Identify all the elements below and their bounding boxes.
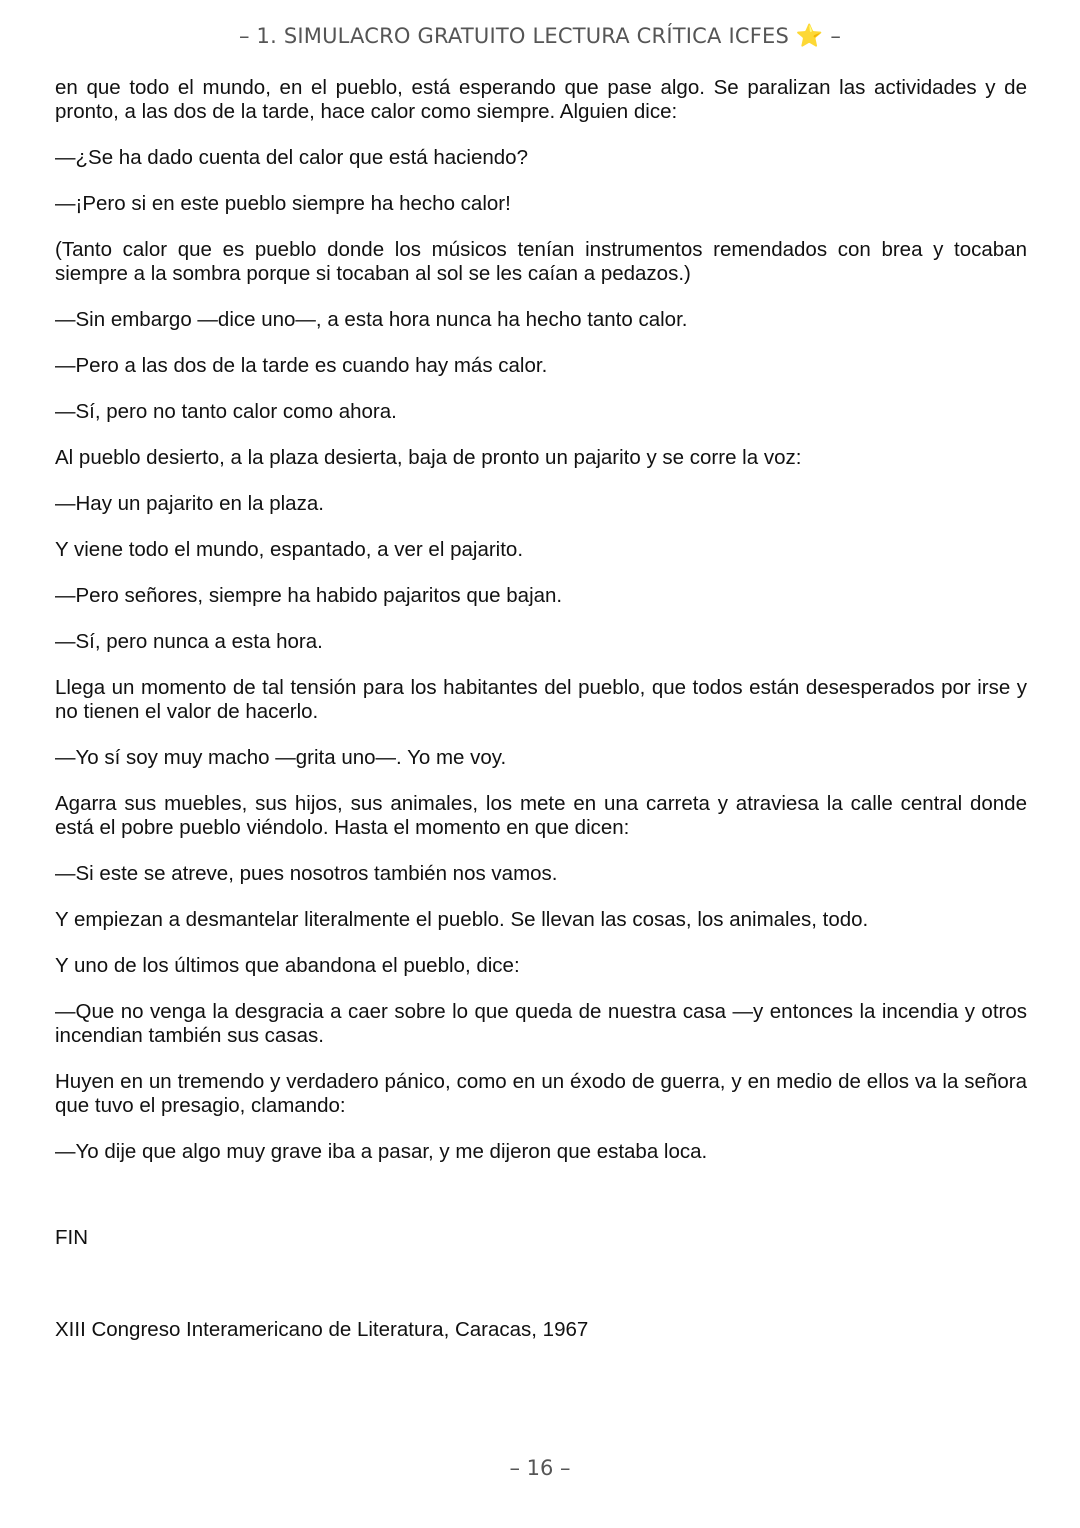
paragraph: en que todo el mundo, en el pueblo, está esperando que pase algo. Se paralizan las actividades y de pronto, a las dos de la tarde, hace calor como siempre. Alguien dice: xyxy=(55,76,1027,123)
dialogue-line: —Que no venga la desgracia a caer sobre lo que queda de nuestra casa —y entonces la incendia y otros incendian también sus casas. xyxy=(55,1000,1027,1047)
header-prefix: – xyxy=(238,24,257,48)
story-ending: FIN xyxy=(55,1226,89,1249)
story-body xyxy=(55,76,1027,1186)
dialogue-line: —Yo dije que algo muy grave iba a pasar, y me dijeron que estaba loca. xyxy=(55,1140,708,1163)
dialogue-line: —Sí, pero no tanto calor como ahora. xyxy=(55,400,397,423)
dialogue-line: —Pero señores, siempre ha habido pajaritos que bajan. xyxy=(55,584,563,607)
paragraph: Al pueblo desierto, a la plaza desierta, baja de pronto un pajarito y se corre la voz: xyxy=(55,446,802,469)
star-icon: ⭐ xyxy=(795,24,824,49)
dialogue-line: —Hay un pajarito en la plaza. xyxy=(55,492,324,515)
page-number: – 16 – xyxy=(509,1456,571,1480)
dialogue-line: —Sí, pero nunca a esta hora. xyxy=(55,630,323,653)
header-suffix: – xyxy=(823,24,842,48)
paragraph: Y viene todo el mundo, espantado, a ver el pajarito. xyxy=(55,538,524,561)
source-citation: XIII Congreso Interamericano de Literatura, Caracas, 1967 xyxy=(55,1318,589,1341)
dialogue-line: —Sin embargo —dice uno—, a esta hora nunca ha hecho tanto calor. xyxy=(55,308,688,331)
page-header xyxy=(0,24,1080,49)
paragraph: Y uno de los últimos que abandona el pueblo, dice: xyxy=(55,954,520,977)
dialogue-line: —Si este se atreve, pues nosotros también nos vamos. xyxy=(55,862,558,885)
paragraph: Llega un momento de tal tensión para los habitantes del pueblo, que todos están desesperados por irse y no tienen el valor de hacerlo. xyxy=(55,676,1027,723)
header-title: 1. SIMULACRO GRATUITO LECTURA CRÍTICA ICFES xyxy=(256,24,789,48)
dialogue-line: —Pero a las dos de la tarde es cuando hay más calor. xyxy=(55,354,548,377)
paragraph: Huyen en un tremendo y verdadero pánico, como en un éxodo de guerra, y en medio de ellos va la señora que tuvo el presagio, clamando: xyxy=(55,1070,1027,1117)
dialogue-line: —¡Pero si en este pueblo siempre ha hecho calor! xyxy=(55,192,511,215)
dialogue-line: —¿Se ha dado cuenta del calor que está haciendo? xyxy=(55,146,528,169)
paragraph: Y empiezan a desmantelar literalmente el pueblo. Se llevan las cosas, los animales, todo. xyxy=(55,908,869,931)
paragraph: Agarra sus muebles, sus hijos, sus animales, los mete en una carreta y atraviesa la calle central donde está el pobre pueblo viéndolo. Hasta el momento en que dicen: xyxy=(55,792,1027,839)
paragraph: (Tanto calor que es pueblo donde los músicos tenían instrumentos remendados con brea y tocaban siempre a la sombra porque si tocaban al sol se les caían a pedazos.) xyxy=(55,238,1027,285)
dialogue-line: —Yo sí soy muy macho —grita uno—. Yo me voy. xyxy=(55,746,507,769)
